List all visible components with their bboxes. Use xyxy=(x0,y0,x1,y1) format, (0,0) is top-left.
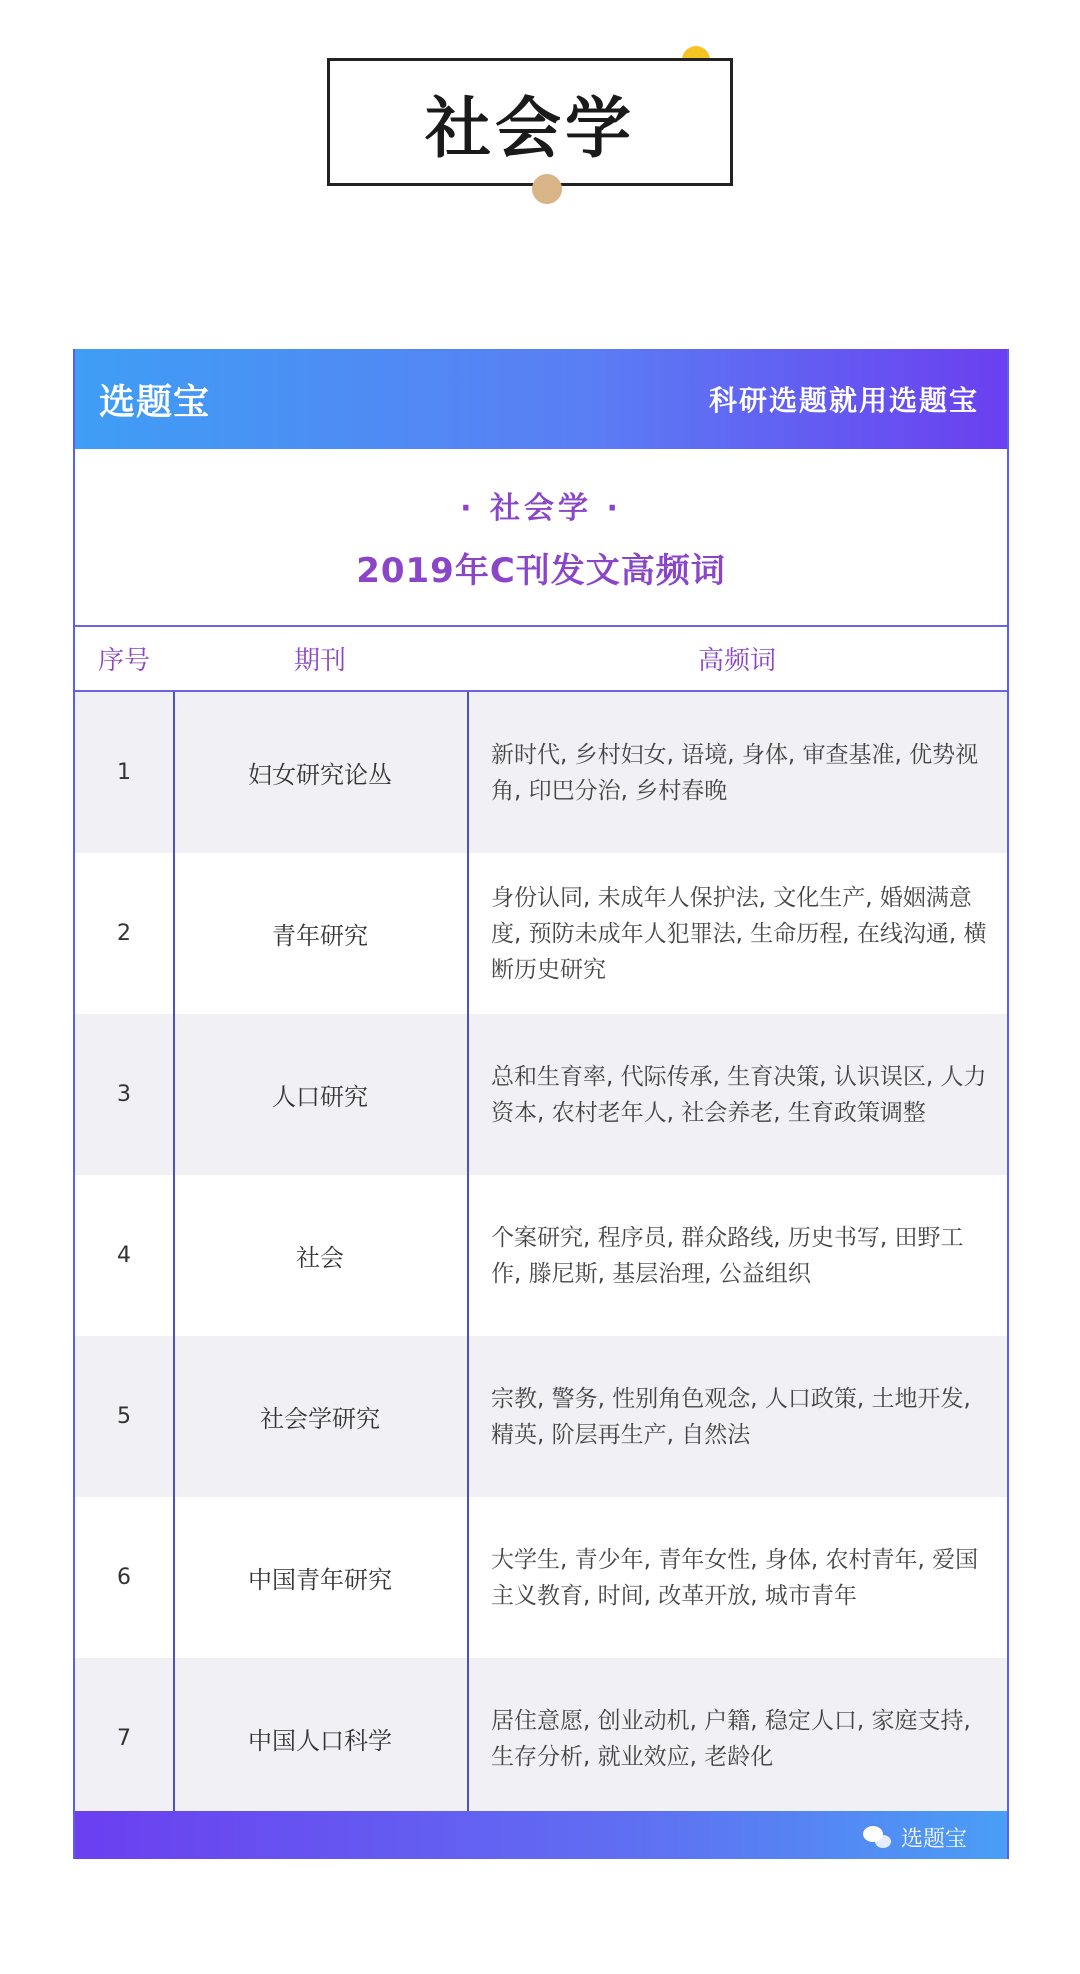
header-index: 序号 xyxy=(97,646,150,676)
row-index: 4 xyxy=(117,1243,131,1268)
table-row xyxy=(75,692,1007,853)
row-journal: 社会 xyxy=(296,1244,344,1272)
header-keywords: 高频词 xyxy=(697,646,776,676)
title-box xyxy=(327,58,733,186)
table-header xyxy=(75,627,1007,692)
table-body xyxy=(75,692,1007,1819)
row-journal: 社会学研究 xyxy=(260,1405,380,1433)
row-journal: 中国青年研究 xyxy=(248,1566,392,1594)
table-row xyxy=(75,1497,1007,1658)
table-row xyxy=(75,1336,1007,1497)
column-divider xyxy=(173,692,175,1819)
header-journal: 期刊 xyxy=(293,646,346,676)
subtitle-block xyxy=(75,449,1007,627)
row-keywords: 总和生育率, 代际传承, 生育决策, 认识误区, 人力资本, 农村老年人, 社会养老, 生育政策调整 xyxy=(491,1063,987,1126)
row-keywords: 宗教, 警务, 性别角色观念, 人口政策, 土地开发, 精英, 阶层再生产, 自然法 xyxy=(491,1385,971,1448)
table-row xyxy=(75,853,1007,1014)
row-index: 5 xyxy=(117,1404,131,1429)
row-keywords: 新时代, 乡村妇女, 语境, 身体, 审查基准, 优势视角, 印巴分治, 乡村春晚 xyxy=(491,741,979,804)
row-index: 7 xyxy=(117,1726,131,1751)
subtitle-description: 2019年C刊发文高频词 xyxy=(356,550,726,591)
row-index: 1 xyxy=(117,760,131,785)
brand-name: 选题宝 xyxy=(99,381,211,423)
table-row xyxy=(75,1175,1007,1336)
table-row xyxy=(75,1658,1007,1819)
row-journal: 中国人口科学 xyxy=(248,1727,392,1755)
footer-watermark-text: 选题宝 xyxy=(900,1827,967,1852)
decor-dot-tan xyxy=(532,174,562,204)
row-index: 2 xyxy=(117,921,131,946)
row-keywords: 居住意愿, 创业动机, 户籍, 稳定人口, 家庭支持, 生存分析, 就业效应, 老龄化 xyxy=(491,1707,971,1770)
brand-slogan: 科研选题就用选题宝 xyxy=(708,384,979,417)
row-index: 6 xyxy=(117,1565,131,1590)
footer-watermark xyxy=(863,1822,967,1853)
keyword-card xyxy=(73,349,1009,1859)
card-header xyxy=(75,349,1007,449)
row-journal: 妇女研究论丛 xyxy=(248,761,392,789)
row-journal: 人口研究 xyxy=(272,1083,368,1111)
row-keywords: 个案研究, 程序员, 群众路线, 历史书写, 田野工作, 滕尼斯, 基层治理, 公益组织 xyxy=(491,1224,964,1287)
column-divider xyxy=(467,692,469,1819)
subtitle-discipline: · 社会学 · xyxy=(460,490,622,526)
table-row xyxy=(75,1014,1007,1175)
page-title: 社会学 xyxy=(425,89,635,167)
row-keywords: 身份认同, 未成年人保护法, 文化生产, 婚姻满意度, 预防未成年人犯罪法, 生命历程, 在线沟通, 横断历史研究 xyxy=(491,884,987,983)
row-keywords: 大学生, 青少年, 青年女性, 身体, 农村青年, 爱国主义教育, 时间, 改革开放, 城市青年 xyxy=(491,1546,979,1609)
wechat-icon xyxy=(863,1826,893,1850)
card-footer xyxy=(75,1811,1007,1859)
row-journal: 青年研究 xyxy=(272,922,368,950)
row-index: 3 xyxy=(117,1082,131,1107)
